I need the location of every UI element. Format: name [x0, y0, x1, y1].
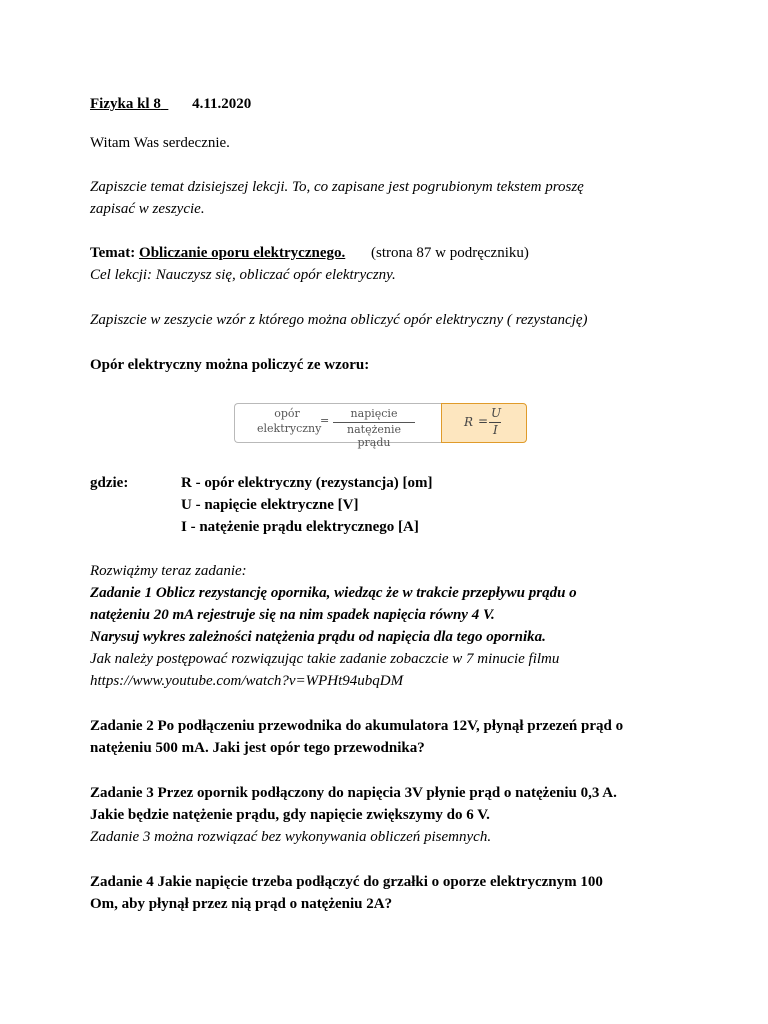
lesson-date: 4.11.2020 — [192, 96, 252, 112]
task4-line-1: Zadanie 4 Jakie napięcie trzeba podłączyć do grzałki o oporze elektrycznym 100 — [90, 874, 603, 890]
task1-line-3: Narysuj wykres zależności natężenia prądu od napięcia dla tego opornika. — [90, 629, 546, 645]
formula-words — [234, 403, 441, 449]
solve-intro: Rozwiążmy teraz zadanie: — [90, 563, 247, 579]
task3-line-2: Jakie będzie natężenie prądu, gdy napięcie zwiększymy do 6 V. — [90, 807, 490, 823]
task1-line-1: Zadanie 1 Oblicz rezystancję opornika, wiedząc że w trakcie przepływu prądu o — [90, 585, 577, 601]
topic-label: Temat: — [90, 245, 136, 261]
formula-instruction: Zapiszcie w zeszycie wzór z którego można obliczyć opór elektryczny ( rezystancję) — [90, 312, 588, 328]
task4-line-2: Om, aby płynął przez nią prąd o natężeniu 2A? — [90, 896, 393, 912]
subject-title: Fizyka kl 8 — [90, 96, 161, 112]
task2-line-2: natężeniu 500 mA. Jaki jest opór tego przewodnika? — [90, 740, 425, 756]
formula-numerator: napięcie — [350, 407, 398, 420]
legend-item-i: I - natężenie prądu elektrycznego [A] — [181, 519, 419, 535]
resistance-formula — [234, 403, 526, 449]
task1-hint: Jak należy postępować rozwiązując takie zadanie zobaczcie w 7 minucie filmu — [90, 651, 560, 667]
formula-denominator: natężenie prądu — [347, 423, 401, 449]
instruction-line-1: Zapiszcie temat dzisiejszej lekcji. To, co zapisane jest pogrubionym tekstem proszę — [90, 179, 584, 195]
formula-symbol-equals: = — [478, 414, 489, 428]
topic-line — [90, 243, 529, 263]
formula-heading: Opór elektryczny można policzyć ze wzoru: — [90, 357, 370, 373]
formula-word-electric: elektryczny — [257, 422, 322, 435]
formula-symbols — [441, 403, 527, 443]
document-header — [90, 94, 251, 114]
legend-item-u: U - napięcie elektryczne [V] — [181, 497, 359, 513]
formula-equals: = — [320, 414, 330, 427]
formula-word-resistance: opór — [274, 407, 300, 420]
task1-line-2: natężeniu 20 mA rejestruje się na nim spadek napięcia równy 4 V. — [90, 607, 495, 623]
legend-item-r: R - opór elektryczny (rezystancja) [om] — [181, 475, 433, 491]
task3-line-1: Zadanie 3 Przez opornik podłączony do napięcia 3V płynie prąd o natężeniu 0,3 A. — [90, 785, 617, 801]
task2-line-1: Zadanie 2 Po podłączeniu przewodnika do akumulatora 12V, płynął przezeń prąd o — [90, 718, 624, 734]
topic-page-ref: (strona 87 w podręczniku) — [371, 245, 529, 261]
topic-title: Obliczanie oporu elektrycznego. — [139, 245, 346, 261]
task1-video-link[interactable]: https://www.youtube.com/watch?v=WPHt94ubqDM — [90, 673, 404, 689]
formula-symbol-r: R — [464, 415, 474, 429]
formula-symbol-u: U — [491, 406, 502, 420]
task3-note: Zadanie 3 można rozwiązać bez wykonywania obliczeń pisemnych. — [90, 829, 492, 845]
greeting: Witam Was serdecznie. — [90, 135, 230, 151]
lesson-goal: Cel lekcji: Nauczysz się, obliczać opór elektryczny. — [90, 267, 396, 283]
legend-label: gdzie: — [90, 475, 129, 491]
instruction-line-2: zapisać w zeszycie. — [90, 201, 205, 217]
formula-symbol-i: I — [493, 423, 498, 437]
